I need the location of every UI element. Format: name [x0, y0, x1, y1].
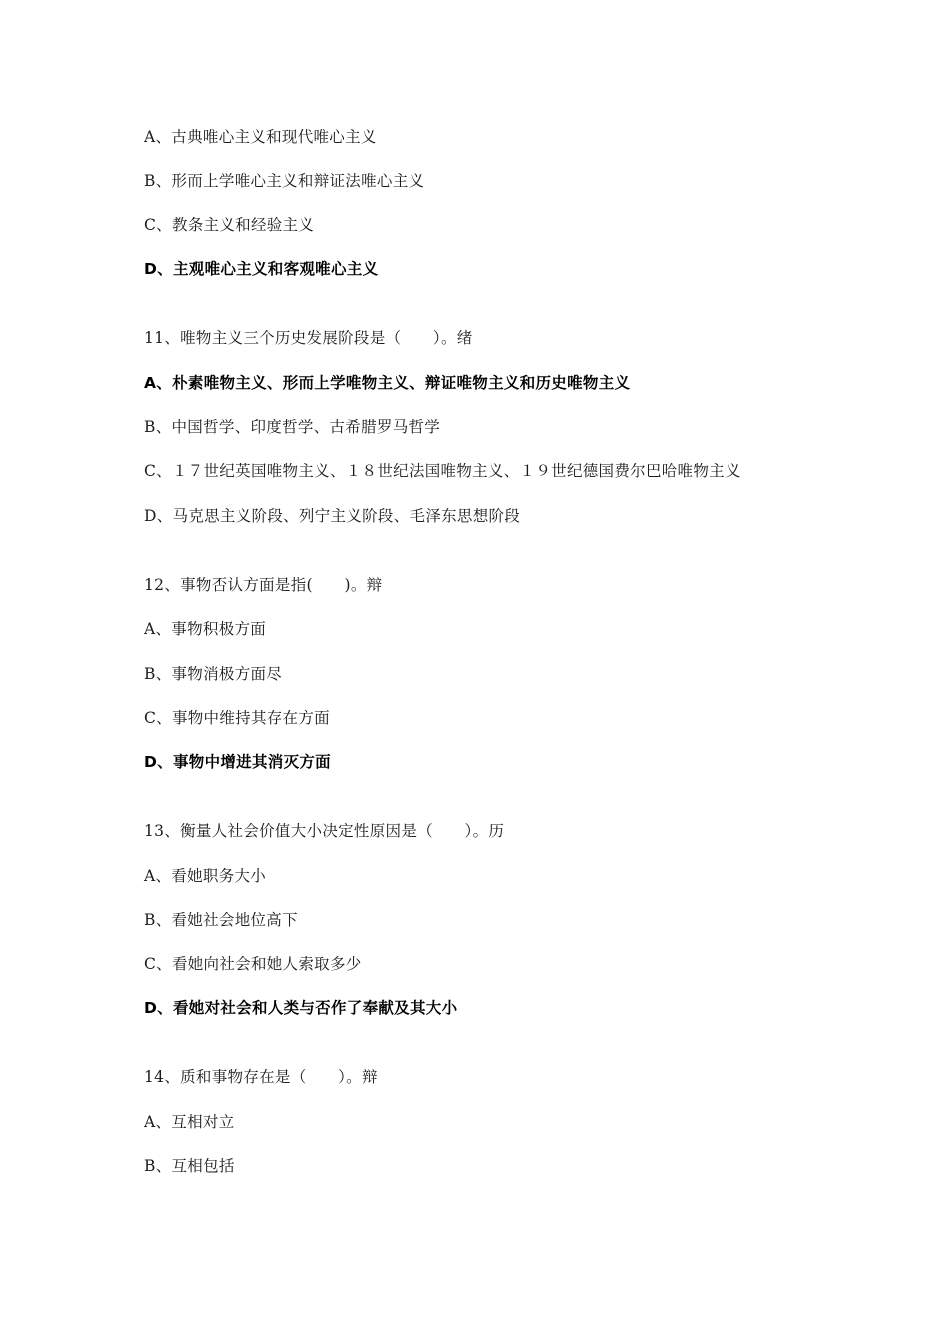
q11-option-a-answer: A、朴素唯物主义、形而上学唯物主义、辩证唯物主义和历史唯物主义 [144, 374, 631, 392]
q12-option-d-answer: D、事物中增进其消灭方面 [144, 753, 331, 771]
q13-option-c: C、看她向社会和她人索取多少 [144, 955, 362, 973]
q10-option-c: C、教条主义和经验主义 [144, 216, 315, 234]
q14-option-a: A、互相对立 [144, 1113, 235, 1131]
q12-question: 12、事物否认方面是指( )。辩 [144, 576, 383, 594]
q11-option-d: D、马克思主义阶段、列宁主义阶段、毛泽东思想阶段 [144, 507, 521, 525]
q14-option-b: B、互相包括 [144, 1157, 235, 1175]
q13-option-d-answer: D、看她对社会和人类与否作了奉献及其大小 [144, 999, 458, 1017]
q13-option-b: B、看她社会地位高下 [144, 911, 298, 929]
q12-option-b: B、事物消极方面尽 [144, 665, 283, 683]
q10-option-b: B、形而上学唯心主义和辩证法唯心主义 [144, 172, 425, 190]
q10-option-a: A、古典唯心主义和现代唯心主义 [144, 128, 377, 146]
q14-question: 14、质和事物存在是（ ）。辩 [144, 1068, 378, 1086]
q13-question: 13、衡量人社会价值大小决定性原因是（ ）。历 [144, 822, 505, 840]
q11-option-c: C、１７世纪英国唯物主义、１８世纪法国唯物主义、１９世纪德国费尔巴哈唯物主义 [144, 462, 741, 480]
q11-question: 11、唯物主义三个历史发展阶段是（ ）。绪 [144, 329, 473, 347]
q11-option-b: B、中国哲学、印度哲学、古希腊罗马哲学 [144, 418, 441, 436]
q10-option-d-answer: D、主观唯心主义和客观唯心主义 [144, 260, 379, 278]
q12-option-c: C、事物中维持其存在方面 [144, 709, 330, 727]
q13-option-a: A、看她职务大小 [144, 867, 267, 885]
q12-option-a: A、事物积极方面 [144, 620, 267, 638]
